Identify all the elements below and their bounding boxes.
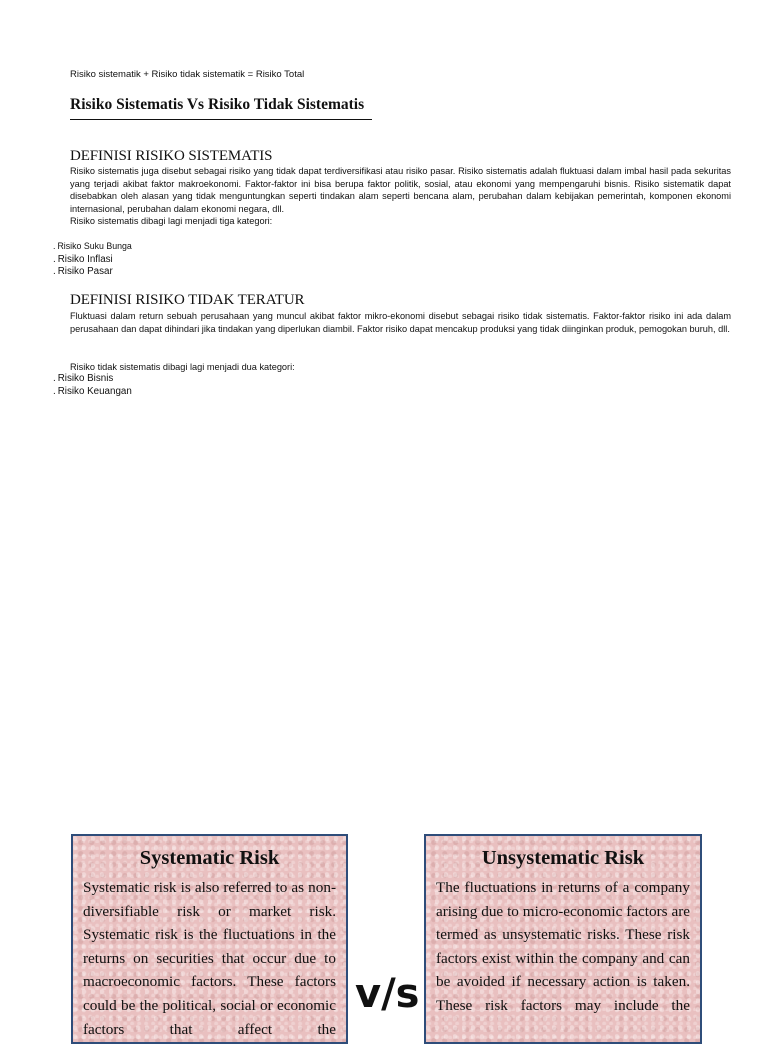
list-item: . Risiko Bisnis <box>53 373 114 384</box>
systematic-categories-intro: Risiko sistematis dibagi lagi menjadi tiga kategori: <box>70 216 273 226</box>
list-item: . Risiko Suku Bunga <box>53 241 132 251</box>
unsystematic-risk-card-text: The fluctuations in returns of a company arising due to micro-economic factors are termed as unsystematic risks. These risk factors exist within the company and can be avoided if necessary action is taken. These risk factors may include the <box>436 879 690 1014</box>
systematic-risk-card-text: Systematic risk is also referred to as non-diversifiable risk or market risk. Systematic risk is the fluctuations in the returns on securities that occur due to macroeconomic factors. These factors could be the political, social or economic factors that affect the <box>83 879 336 1038</box>
page-title: Risiko Sistematis Vs Risiko Tidak Sistematis <box>70 96 365 113</box>
unsystematic-categories-list <box>53 373 132 398</box>
list-item: . Risiko Keuangan <box>53 385 132 397</box>
unsystematic-risk-card-title: Unsystematic Risk <box>481 847 645 869</box>
unsystematic-risk-card <box>424 834 702 1044</box>
systematic-categories-list <box>53 240 132 279</box>
risk-formula: Risiko sistematik + Risiko tidak sistematik = Risiko Total <box>70 69 305 80</box>
unsystematic-risk-heading: DEFINISI RISIKO TIDAK TERATUR <box>70 292 305 308</box>
list-item: . Risiko Pasar <box>53 266 113 278</box>
list-item: . Risiko Inflasi <box>53 253 113 265</box>
unsystematic-categories-intro: Risiko tidak sistematis dibagi lagi menjadi dua kategori: <box>70 362 295 372</box>
versus-label: v/s <box>355 971 420 1017</box>
systematic-risk-card-title: Systematic Risk <box>139 847 280 869</box>
systematic-risk-definition: Risiko sistematis juga disebut sebagai risiko yang tidak dapat terdiversifikasi atau risiko pasar. Risiko sistematis adalah fluktuasi dalam imbal hasil pada sekuritas yang terjadi akibat faktor makroekonomi. Faktor-faktor ini bisa berupa faktor politik, sosial, atau ekonomi yang mempengaruhi bisnis. Risiko sistematik dapat disebabkan oleh alasan yang tidak menguntungkan seperti tindakan alam seperti bencana alam, perubahan dalam kebijakan pemerintah, komponen ekonomi internasional, perubahan dalam ekonomi negara, dll. <box>70 166 731 214</box>
systematic-risk-heading: DEFINISI RISIKO SISTEMATIS <box>70 148 273 164</box>
unsystematic-risk-definition: Fluktuasi dalam return sebuah perusahaan yang muncul akibat faktor mikro-ekonomi disebut sebagai risiko tidak sistematis. Faktor-faktor risiko ini ada dalam perusahaan dan dapat dihindari jika tindakan yang diperlukan diambil. Faktor risiko dapat mencakup produksi yang tidak diinginkan produk, pemogokan buruh, dll. <box>70 311 731 334</box>
title-underline <box>70 119 372 120</box>
systematic-risk-card <box>71 834 348 1044</box>
